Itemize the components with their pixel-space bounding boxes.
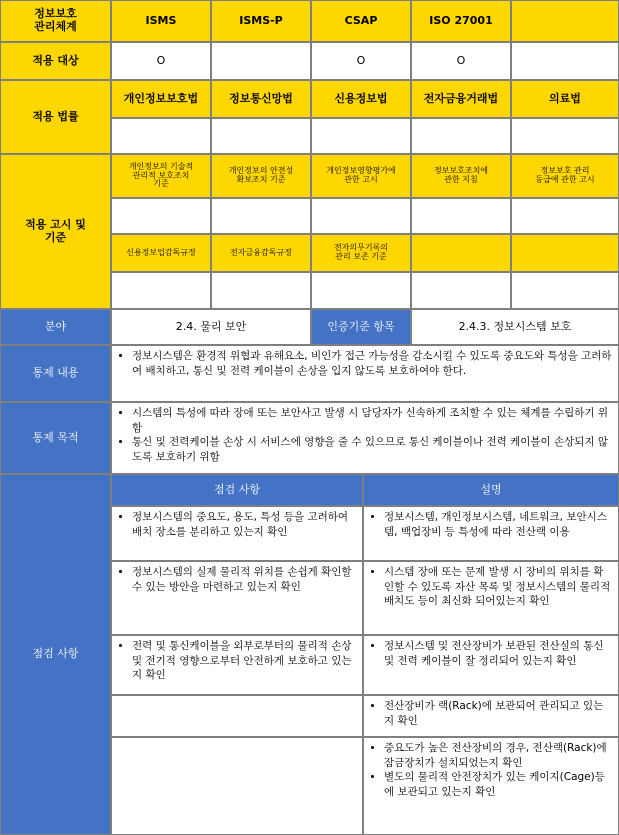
inspection-desc-item: • 전산장비가 랙(Rack)에 보관되어 관리되고 있는지 확인 (384, 699, 612, 728)
law-mark (311, 118, 411, 154)
inspection-desc-item: • 시스템 장애 또는 문제 발생 시 장비의 위치를 확인할 수 있도록 자산 목록 및 정보시스템의 물리적 배치도 등이 최신화 되어있는지 확인 (384, 565, 612, 609)
control-content-item: • 정보시스템은 환경적 위협과 유해요소, 비인가 접근 가능성을 감소시킬 수 있도록 중요도와 특성을 고려하여 배치하고, 통신 및 전력 케이블이 손상을 입지 않도록 보호하여야 한다. (132, 349, 612, 378)
notice-mark (411, 198, 511, 234)
target-mark: O (411, 42, 511, 80)
law-mark (411, 118, 511, 154)
law-name: 개인정보보호법 (111, 80, 211, 118)
inspection-check-header: 점검 사항 (111, 474, 363, 506)
inspection-check-cell (111, 506, 363, 561)
notice-mark (111, 198, 211, 234)
framework-label: 정보보호 관리체계 (0, 0, 111, 42)
framework-col-csap: CSAP (311, 0, 411, 42)
control-content-text (111, 345, 619, 402)
notice-name: 신용정보업감독규정 (111, 234, 211, 272)
inspection-desc-cell (363, 737, 619, 835)
inspection-desc-cell (363, 561, 619, 635)
inspection-check-item: • 정보시스템의 실제 물리적 위치를 손쉽게 확인할 수 있는 방안을 마련하고 있는지 확인 (132, 565, 356, 594)
inspection-desc-item: • 정보시스템, 개인정보시스템, 네트워크, 보안시스템, 백업장비 등 특성에 따라 전산랙 이용 (384, 510, 612, 539)
law-name: 전자금융거래법 (411, 80, 511, 118)
inspection-desc-cell (363, 695, 619, 737)
inspection-check-cell (111, 635, 363, 695)
notice-mark (411, 272, 511, 309)
inspection-check-cell (111, 737, 363, 835)
inspection-desc-item: • 중요도가 높은 전산장비의 경우, 전산랙(Rack)에 잠금장치가 설치되었는지 확인 (384, 741, 612, 770)
inspection-desc-cell (363, 506, 619, 561)
framework-col-isms-p: ISMS-P (211, 0, 311, 42)
notice-mark (511, 272, 619, 309)
field-label: 분야 (0, 309, 111, 345)
notice-mark (311, 198, 411, 234)
control-purpose-text (111, 402, 619, 474)
law-name: 신용정보법 (311, 80, 411, 118)
law-name: 의료법 (511, 80, 619, 118)
control-content-label: 통제 내용 (0, 345, 111, 402)
framework-col-empty (511, 0, 619, 42)
target-mark: O (311, 42, 411, 80)
law-mark (211, 118, 311, 154)
notice-label: 적용 고시 및 기준 (0, 154, 111, 309)
framework-col-isms: ISMS (111, 0, 211, 42)
notice-name (511, 234, 619, 272)
notice-name: 개인정보영향평가에 관한 고시 (311, 154, 411, 198)
inspection-check-item: • 전력 및 통신케이블을 외부로부터의 물리적 손상 및 전기적 영향으로부터 안전하게 보호하고 있는지 확인 (132, 639, 356, 683)
notice-mark (111, 272, 211, 309)
inspection-check-cell (111, 561, 363, 635)
inspection-desc-header: 설명 (363, 474, 619, 506)
control-purpose-label: 통제 목적 (0, 402, 111, 474)
inspection-desc-cell (363, 635, 619, 695)
field-value: 2.4. 물리 보안 (111, 309, 311, 345)
notice-mark (211, 198, 311, 234)
notice-mark (511, 198, 619, 234)
inspection-desc-item: • 정보시스템 및 전산장비가 보관된 전산실의 통신 및 전력 케이블이 잘 정리되어 있는지 확인 (384, 639, 612, 668)
law-label: 적용 법률 (0, 80, 111, 154)
framework-col-iso27001: ISO 27001 (411, 0, 511, 42)
notice-name: 개인정보의 기술적 관리적 보호조치 기준 (111, 154, 211, 198)
notice-name: 정보보호 관리 등급에 관한 고시 (511, 154, 619, 198)
criteria-value: 2.4.3. 정보시스템 보호 (411, 309, 619, 345)
target-mark: O (111, 42, 211, 80)
inspection-check-item: • 정보시스템의 중요도, 용도, 특성 등을 고려하여 배치 장소를 분리하고 있는지 확인 (132, 510, 356, 539)
notice-mark (311, 272, 411, 309)
notice-name: 전자의무기록의 관리 보존 기준 (311, 234, 411, 272)
target-label: 적용 대상 (0, 42, 111, 80)
notice-name (411, 234, 511, 272)
control-purpose-item: • 시스템의 특성에 따라 장애 또는 보안사고 발생 시 담당자가 신속하게 조치할 수 있는 체계를 수립하기 위함 (132, 406, 612, 435)
notice-name: 개인정보의 안전성 확보조치 기준 (211, 154, 311, 198)
inspection-desc-item: • 별도의 물리적 안전장치가 있는 케이지(Cage)등에 보관되고 있는지 확인 (384, 770, 612, 799)
inspection-check-cell (111, 695, 363, 737)
control-purpose-item: • 통신 및 전력케이블 손상 시 서비스에 영향을 줄 수 있으므로 통신 케이블이나 전력 케이블이 손상되지 않도록 보호하기 위함 (132, 435, 612, 464)
notice-name: 정보보호조치에 관한 지침 (411, 154, 511, 198)
target-mark (511, 42, 619, 80)
law-name: 정보통신망법 (211, 80, 311, 118)
target-mark (211, 42, 311, 80)
law-mark (111, 118, 211, 154)
notice-mark (211, 272, 311, 309)
inspection-label: 점검 사항 (0, 474, 111, 835)
law-mark (511, 118, 619, 154)
notice-name: 전자금융감독규정 (211, 234, 311, 272)
criteria-label: 인증기준 항목 (311, 309, 411, 345)
